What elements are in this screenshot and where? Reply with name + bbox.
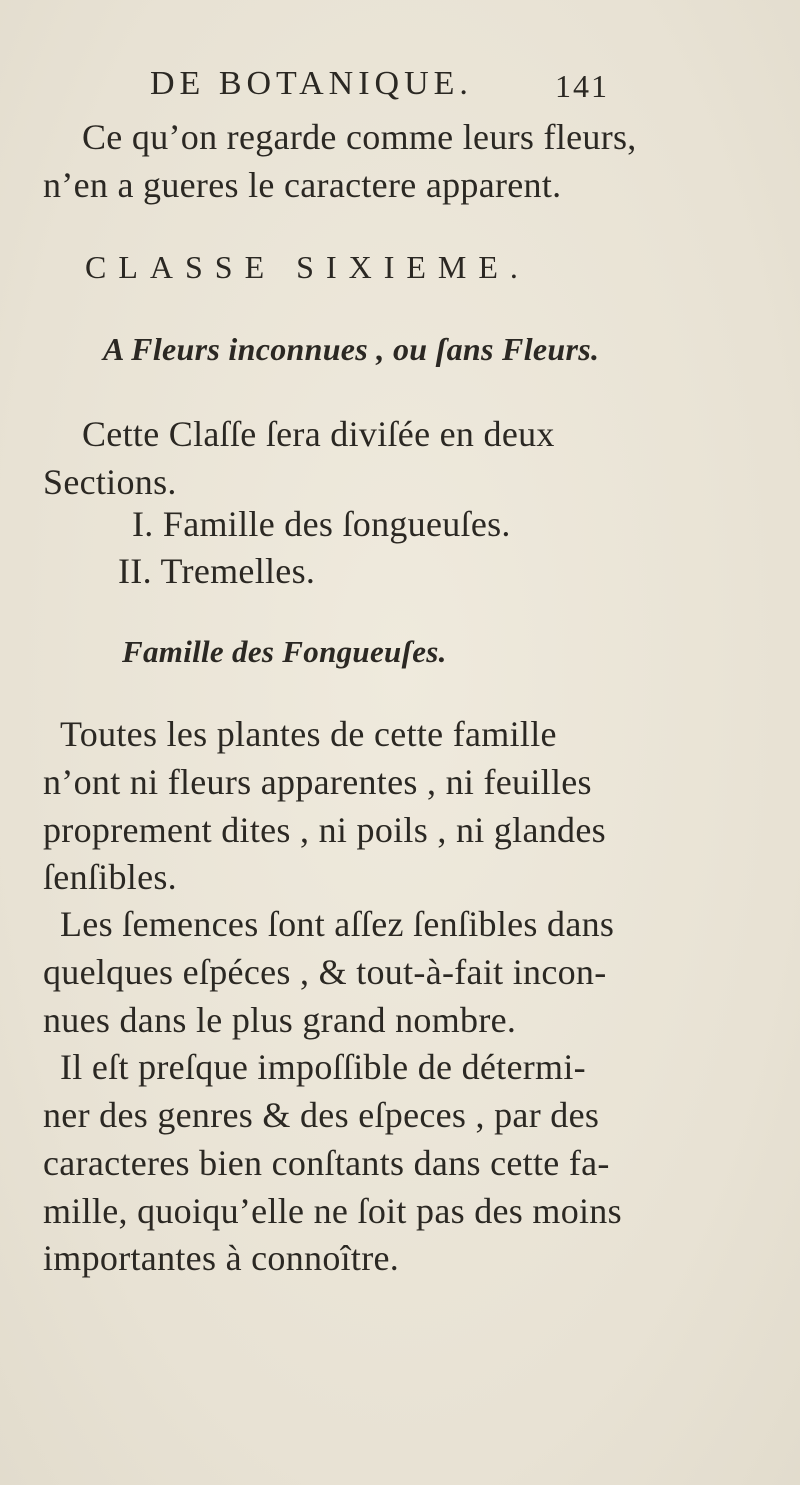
text-line-10: ſenſibles. bbox=[43, 857, 177, 897]
text-line-12: quelques eſpéces , & tout-à-fait incon- bbox=[43, 952, 607, 992]
text-line-3: Cette Claſſe ſera diviſée en deux bbox=[82, 414, 555, 454]
list-item-1: I. Famille des ſongueuſes. bbox=[132, 504, 511, 544]
text-line-11: Les ſemences ſont aſſez ſenſibles dans bbox=[60, 904, 615, 944]
text-line-15: ner des genres & des eſpeces , par des bbox=[43, 1095, 600, 1135]
text-line-4: Sections. bbox=[43, 462, 177, 502]
running-title: DE BOTANIQUE. bbox=[150, 65, 473, 102]
text-line-18: importantes à connoître. bbox=[43, 1238, 400, 1278]
class-title: CLASSE SIXIEME. bbox=[85, 249, 530, 285]
text-line-7: Toutes les plantes de cette famille bbox=[60, 714, 557, 754]
text-line-8: n’ont ni fleurs apparentes , ni feuilles bbox=[43, 762, 592, 802]
family-heading: Famille des Fongueuſes. bbox=[122, 634, 447, 669]
text-line-16: caracteres bien conſtants dans cette fa- bbox=[43, 1143, 610, 1183]
text-line-9: proprement dites , ni poils , ni glandes bbox=[43, 810, 606, 850]
text-line-17: mille, quoiqu’elle ne ſoit pas des moins bbox=[43, 1191, 622, 1231]
text-line-2: n’en a gueres le caractere apparent. bbox=[43, 165, 562, 205]
class-subtitle: A Fleurs inconnues , ou ſans Fleurs. bbox=[103, 331, 600, 367]
list-item-2: II. Tremelles. bbox=[118, 551, 316, 591]
page-number: 141 bbox=[555, 68, 609, 104]
text-line-14: Il eſt preſque impoſſible de détermi- bbox=[60, 1047, 586, 1087]
text-line-13: nues dans le plus grand nombre. bbox=[43, 1000, 517, 1040]
text-line-1: Ce qu’on regarde comme leurs fleurs, bbox=[82, 117, 637, 157]
